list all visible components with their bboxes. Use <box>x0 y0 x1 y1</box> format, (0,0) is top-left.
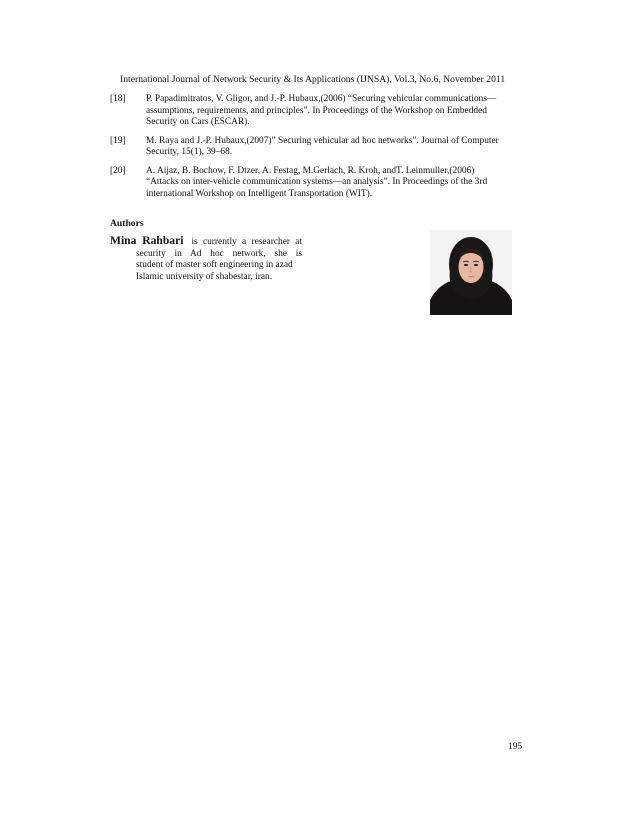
reference-number: [20] <box>110 165 126 176</box>
author-bio-text: student of master soft engineering in azad <box>136 260 293 271</box>
author-bio-first-line <box>110 235 302 249</box>
reference-text-line: Security on Cars (ESCAR). <box>146 117 250 127</box>
page-number: 195 <box>508 742 523 752</box>
author-bio-text: Islamic university of shabestar, iran. <box>136 271 273 282</box>
reference-text-line: A. Aijaz, B. Bochow, F. Dtzer, A. Festag, M.Gerlach, R. Kroh, andT. Leinmuller,(2006) <box>146 165 475 176</box>
reference-text-line: assumptions, requirements, and principles”. In Proceedings of the Workshop on Embedded <box>146 105 487 116</box>
reference-item <box>110 166 530 201</box>
reference-text-line: P. Papadimitratos, V. Gligor, and J.-P. Hubaux,(2006) “Securing vehicular communications— <box>146 94 497 104</box>
reference-text-line: international Workshop on Intelligent Transportation (WIT). <box>146 188 373 199</box>
reference-text-line: M. Raya and J.-P. Hubaux,(2007)” Securing vehicular ad hoc networks”. Journal of Computer <box>146 135 499 146</box>
reference-item <box>110 94 530 129</box>
author-name: Mina Rahbari <box>110 234 184 247</box>
author-bio-text: is currently a researcher at <box>191 237 302 247</box>
author-bio <box>110 235 302 283</box>
reference-number: [18] <box>110 94 126 104</box>
author-photo <box>430 230 512 315</box>
reference-text-line: “Attacks on inter-vehicle communication systems—an analysis”. In Proceedings of the 3rd <box>146 177 488 187</box>
authors-heading: Authors <box>110 218 144 229</box>
author-bio-text: security in Ad hoc network, she is <box>136 248 302 259</box>
reference-text-line: Security, 15(1), 39–68. <box>146 147 233 157</box>
reference-item <box>110 136 530 159</box>
reference-number: [19] <box>110 135 126 146</box>
running-header: International Journal of Network Security & Its Applications (IJNSA), Vol.3, No.6, November 2011 <box>120 74 506 85</box>
reference-list <box>110 94 530 207</box>
